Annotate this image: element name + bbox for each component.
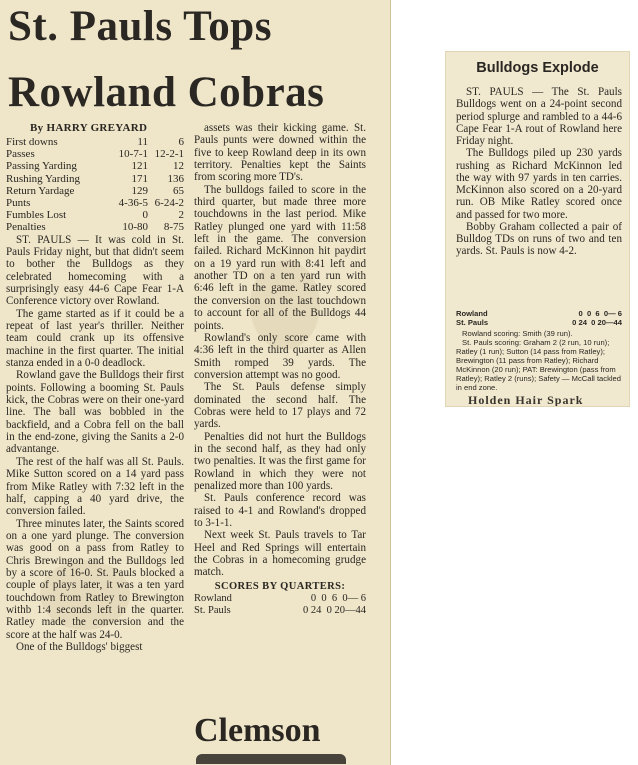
quarter-scores: 0 0 6 0— 6 [310,593,366,605]
stat-value: 12 [173,160,184,173]
paragraph: St. Pauls conference record was raised to 4-1 and Rowland's dropped to 3-1-1. [194,492,366,529]
game-stats-table [6,136,184,234]
team-name: Rowland [456,309,488,318]
stat-value: 4-36-5 [118,197,148,210]
paragraph: Bobby Graham collected a pair of Bulldog TDs on runs of two and ten yards. St. Pauls is now 4-2. [456,220,622,258]
stat-value: 0 [142,209,148,222]
cut-off-headline-fragment [196,754,346,765]
stat-value: 6-24-2 [154,197,184,210]
stat-label: Fumbles Lost [6,209,67,222]
stpauls-scoring: St. Pauls scoring: Graham 2 (2 run, 10 run); Ratley (1 run); Sutton (14 pass from Ratley); Brewington (11 pass from Ratley); Richard McKinnon (20 run); PAT: Brewington (pass from Ratley); Ratley 2 (runs); Safety — McCall tackled in end zone. [456,338,622,392]
column-2-text [194,122,366,579]
quarter-scores: 0 0 6 0— 6 [578,309,622,318]
scores-by-quarters-table [194,593,366,617]
box-score-row [456,309,622,318]
stat-value: 6 [178,136,184,148]
side-box-score [456,309,622,392]
stat-value: 136 [167,172,184,185]
box-score-row [456,318,622,327]
paragraph: Three minutes later, the Saints scored on a one yard plunge. The conversion was good on a pass from Ratley to Chris Brewingon and the Bulldogs led by a score of 16-0. St. Pauls blocked a couple of plays later, it was a ten yard touchdown from Ratley to Brewington withb 1:4 seconds left in the quarter. Ratley made the conversion and the score at the half was 24-0. [6,517,184,641]
paragraph: ST. PAULS — The St. Pauls Bulldogs went on a 24-point second period splurge and rambled to a 44-6 Cape Fear 1-A rout of Rowland here Friday night. [456,86,622,147]
byline: By HARRY GREYARD [30,122,148,134]
stat-label: Passes [6,148,35,161]
team-name: Rowland [194,593,232,605]
stat-value: 10-80 [122,221,148,234]
stat-value: 121 [131,160,148,173]
stat-row [6,221,184,233]
paragraph: Rowland gave the Bulldogs their first points. Following a booming St. Pauls kick, the Cobras were on their one-yard line. The ball was bobbled in the backfield, and a Cobra fell on the ball in the end-zone, giving the Sanits a 2-0 advantange. [6,369,184,456]
stat-value: 11 [137,136,148,148]
article-column-1 [6,136,184,653]
paragraph: ST. PAULS — It was cold in St. Pauls Friday night, but that didn't seem to bother the Bulldogs as they celebrated homecoming with a surprisingly easy 44-6 Cape Fear 1-A Conference victory over Rowland. [6,233,184,308]
stat-label: Passing Yarding [6,160,77,173]
paragraph: The rest of the half was all St. Pauls. Mike Sutton scored on a 14 yard pass from Mike Ratley with 7:32 left in the half, capping a 40 yard drive, the conversion failed. [6,455,184,518]
stat-label: Rushing Yarding [6,172,80,185]
stat-value: 171 [131,172,148,185]
scores-title: SCORES BY QUARTERS: [214,580,346,592]
next-story-headline: Clemson [194,712,321,749]
stat-value: 8-75 [163,221,184,234]
stat-row [6,209,184,221]
column-1-text [6,234,184,654]
headline-line-1: St. Pauls Tops [8,3,272,50]
score-row [194,593,366,605]
side-box-score-table [456,309,622,327]
paragraph: The Bulldogs piled up 230 yards rushing as Richard McKinnon led the way with 97 yards in ten carries. McKinnon also scored on a 20-yard run. OB Mike Ratley scored once and passed for two more. [456,147,622,221]
paragraph: The game started as if it could be a repeat of last year's thriller. Neither team could crank up its offensive machine in the first quarter. The initial stanza ended in a 0-0 deadlock. [6,307,184,370]
stat-value: 10-7-1 [118,148,148,161]
paragraph: One of the Bulldogs' biggest [16,640,143,653]
stat-row [6,136,184,148]
stat-row [6,173,184,185]
paragraph: The St. Pauls defense simply dominated the second half. The Cobras were held to 17 plays and 72 yards. [194,381,366,431]
score-row [194,605,366,617]
side-clipping [446,52,629,406]
stat-value: 129 [131,184,148,197]
side-headline: Bulldogs Explode [476,60,599,76]
stat-label: Penalties [6,221,46,234]
paragraph: Penalties did not hurt the Bulldogs in the second half, as they had only two penalties. It was the first game for Rowland in which they were not penalized more than 100 yards. [194,430,366,492]
stat-row [6,197,184,209]
paragraph: Rowland's only score came with 4:36 left in the third quarter as Allen Smith romped 39 yards. The conversion attempt was no good. [194,331,366,381]
stat-label: Punts [6,197,31,210]
paragraph: The bulldogs failed to score in the third quarter, but made three more touchdowns in the last period. Mike Ratley plunged one yard with 11:58 left in the game. The conversion failed. Richard McKinnon hit paydirt on a 19 yard run with 8:41 left and another TD on a ten yard run with 6:46 left in the game. Ratley scored the conversion on the last touchdown to account for all of the Bulldogs 44 points. [194,183,366,332]
stat-value: 65 [173,184,184,197]
headline-line-2: Rowland Cobras [8,69,325,116]
cut-off-next-headline: Holden Hair Spark [468,393,584,406]
stat-value: 2 [178,209,184,222]
rowland-scoring: Rowland scoring: Smith (39 run). [462,329,573,338]
team-name: St. Pauls [194,605,231,617]
stat-label: Return Yardage [6,184,75,197]
quarter-scores: 0 24 0 20—44 [572,318,622,327]
quarter-scores: 0 24 0 20—44 [303,605,366,617]
stat-row [6,185,184,197]
stat-value: 12-2-1 [154,148,184,161]
paragraph: Next week St. Pauls travels to Tar Heel and Red Springs will entertain the Cobras in a homecoming grudge match. [194,529,366,579]
stat-label: First downs [6,136,58,148]
article-column-2 [194,122,366,617]
team-name: St. Pauls [456,318,489,327]
stat-row [6,148,184,160]
paragraph: assets was their kicking game. St. Pauls punts were downed within the five to keep Rowland deep in its own territory. Penalties kept the Saints from scoring more TD's. [194,122,366,184]
stat-row [6,160,184,172]
side-article-text [456,86,622,258]
